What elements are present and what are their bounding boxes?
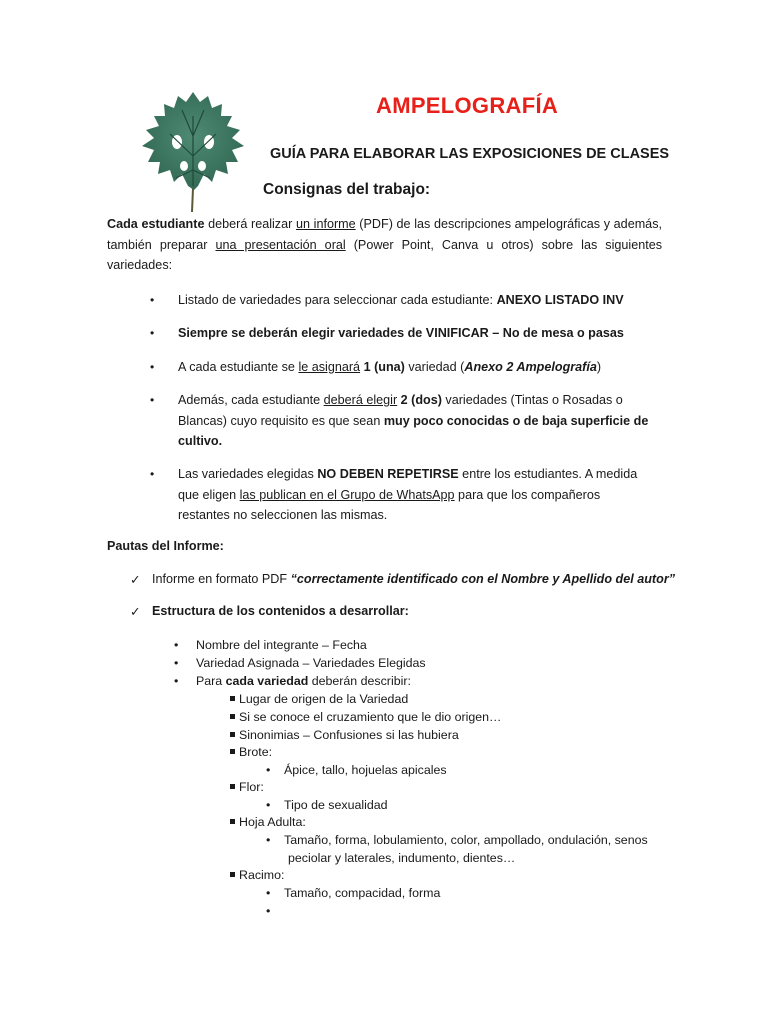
checkmark-icon: ✓: [130, 573, 141, 587]
item-text: variedad (: [404, 360, 465, 374]
item-text: Las variedades elegidas: [178, 467, 318, 481]
intro-text: (PDF) de las descripciones ampelográficas y además, también preparar: [107, 217, 662, 252]
item-text: Además, cada estudiante: [178, 393, 324, 407]
item-bold: muy poco conocidas o de baja superficie de cultivo.: [178, 413, 649, 448]
square-bullet-icon: [230, 784, 235, 789]
check-item: [130, 572, 675, 586]
list-item: [230, 692, 408, 706]
item-text: A cada estudiante se: [178, 360, 299, 374]
square-bullet-icon: [230, 714, 235, 719]
intro-text: deberá realizar: [204, 217, 296, 231]
square-bullet-icon: [230, 732, 235, 737]
item-bold-italic: Anexo 2 Ampelografía: [464, 360, 597, 374]
checkmark-icon: ✓: [130, 605, 141, 619]
bullet-icon: •: [266, 904, 271, 918]
list-item: [266, 833, 648, 847]
item-bold: NO DEBEN REPETIRSE: [317, 467, 459, 481]
bullet-icon: •: [150, 326, 155, 340]
list-item: [230, 868, 284, 882]
bullet-icon: •: [150, 293, 155, 307]
square-bullet-icon: [230, 749, 235, 754]
list-item: [174, 638, 367, 652]
item-text: Hoja Adulta:: [239, 815, 306, 829]
item-text: Racimo:: [239, 868, 285, 882]
item-text: deberán describir:: [308, 674, 411, 688]
list-item: [150, 290, 655, 311]
list-item: [230, 815, 306, 829]
item-bold: 2 (dos): [400, 393, 442, 407]
item-text: Si se conoce el cruzamiento que le dio origen…: [239, 710, 502, 724]
page-title: AMPELOGRAFÍA: [376, 93, 559, 118]
item-bold: Estructura de los contenidos a desarrollar:: [152, 604, 409, 618]
bullet-icon: •: [266, 886, 271, 900]
intro-underline: un informe: [295, 217, 356, 231]
bullet-icon: •: [266, 798, 271, 812]
list-item: [230, 728, 459, 742]
pautas-heading: Pautas del Informe:: [107, 539, 224, 553]
list-item: [230, 745, 272, 759]
item-continuation: peciolar y laterales, indumento, dientes…: [288, 851, 516, 865]
list-item: [266, 763, 447, 777]
bullet-icon: •: [266, 763, 271, 777]
page-subtitle: GUÍA PARA ELABORAR LAS EXPOSICIONES DE CLASES: [270, 146, 670, 162]
item-text: Para: [196, 674, 226, 688]
item-text: Tamaño, compacidad, forma: [284, 886, 441, 900]
bullet-icon: •: [174, 674, 179, 688]
grape-leaf-icon: [132, 86, 254, 214]
item-text: Brote:: [239, 745, 273, 759]
list-item: [266, 798, 388, 812]
section-heading: Consignas del trabajo:: [263, 181, 431, 198]
intro-underline: una presentación oral: [215, 237, 346, 252]
list-item: [150, 464, 655, 526]
list-item: [174, 674, 411, 688]
bullet-icon: •: [150, 360, 155, 374]
item-text: Nombre del integrante – Fecha: [196, 638, 367, 652]
item-text: variedades (Tintas o Rosadas o Blancas) cuyo requisito es que sean: [178, 393, 623, 428]
intro-paragraph: [107, 214, 662, 276]
item-text: Sinonimias – Confusiones si las hubiera: [239, 728, 459, 742]
square-bullet-icon: [230, 696, 235, 701]
list-item: [230, 710, 501, 724]
list-item: [150, 390, 655, 452]
item-text: ): [596, 360, 602, 374]
item-text: Variedad Asignada – Variedades Elegidas: [196, 656, 426, 670]
item-text: Ápice, tallo, hojuelas apicales: [284, 763, 447, 777]
list-item: [230, 780, 264, 794]
list-item: [150, 357, 655, 378]
item-text: entre los estudiantes. A medida que eligen: [178, 467, 638, 502]
square-bullet-icon: [230, 872, 235, 877]
list-item: [174, 656, 426, 670]
bullet-icon: •: [150, 393, 155, 407]
item-bold: ANEXO LISTADO INV: [496, 293, 624, 307]
item-text: Listado de variedades para seleccionar cada estudiante:: [178, 293, 497, 307]
item-bold: cada variedad: [225, 674, 309, 688]
item-text: Lugar de origen de la Variedad: [239, 692, 409, 706]
item-bold: Siempre se deberán elegir variedades de VINIFICAR – No de mesa o pasas: [178, 326, 624, 340]
item-text: Tamaño, forma, lobulamiento, color, ampollado, ondulación, senos: [284, 833, 648, 847]
item-bold-italic: “correctamente identificado con el Nombre y Apellido del autor”: [290, 572, 676, 586]
check-item: [130, 604, 409, 618]
bullet-icon: •: [174, 638, 179, 652]
square-bullet-icon: [230, 819, 235, 824]
item-text: Flor:: [239, 780, 264, 794]
item-underline: las publican en el Grupo de WhatsApp: [239, 487, 455, 502]
item-text: para que los compañeros restantes no seleccionen las mismas.: [178, 487, 601, 522]
list-item: [266, 886, 440, 900]
bullet-icon: •: [150, 467, 155, 481]
intro-text: (Power Point, Canva u otros) sobre las siguientes variedades:: [107, 237, 662, 272]
intro-bold: Cada estudiante: [107, 217, 205, 231]
item-underline: le asignará: [298, 360, 361, 374]
item-text: Tipo de sexualidad: [284, 798, 388, 812]
item-underline: deberá elegir: [323, 393, 398, 407]
item-bold: 1 (una): [363, 360, 405, 374]
bullet-icon: •: [174, 656, 179, 670]
list-item: [150, 323, 655, 344]
item-text: Informe en formato PDF: [152, 572, 291, 586]
bullet-icon: •: [266, 833, 271, 847]
